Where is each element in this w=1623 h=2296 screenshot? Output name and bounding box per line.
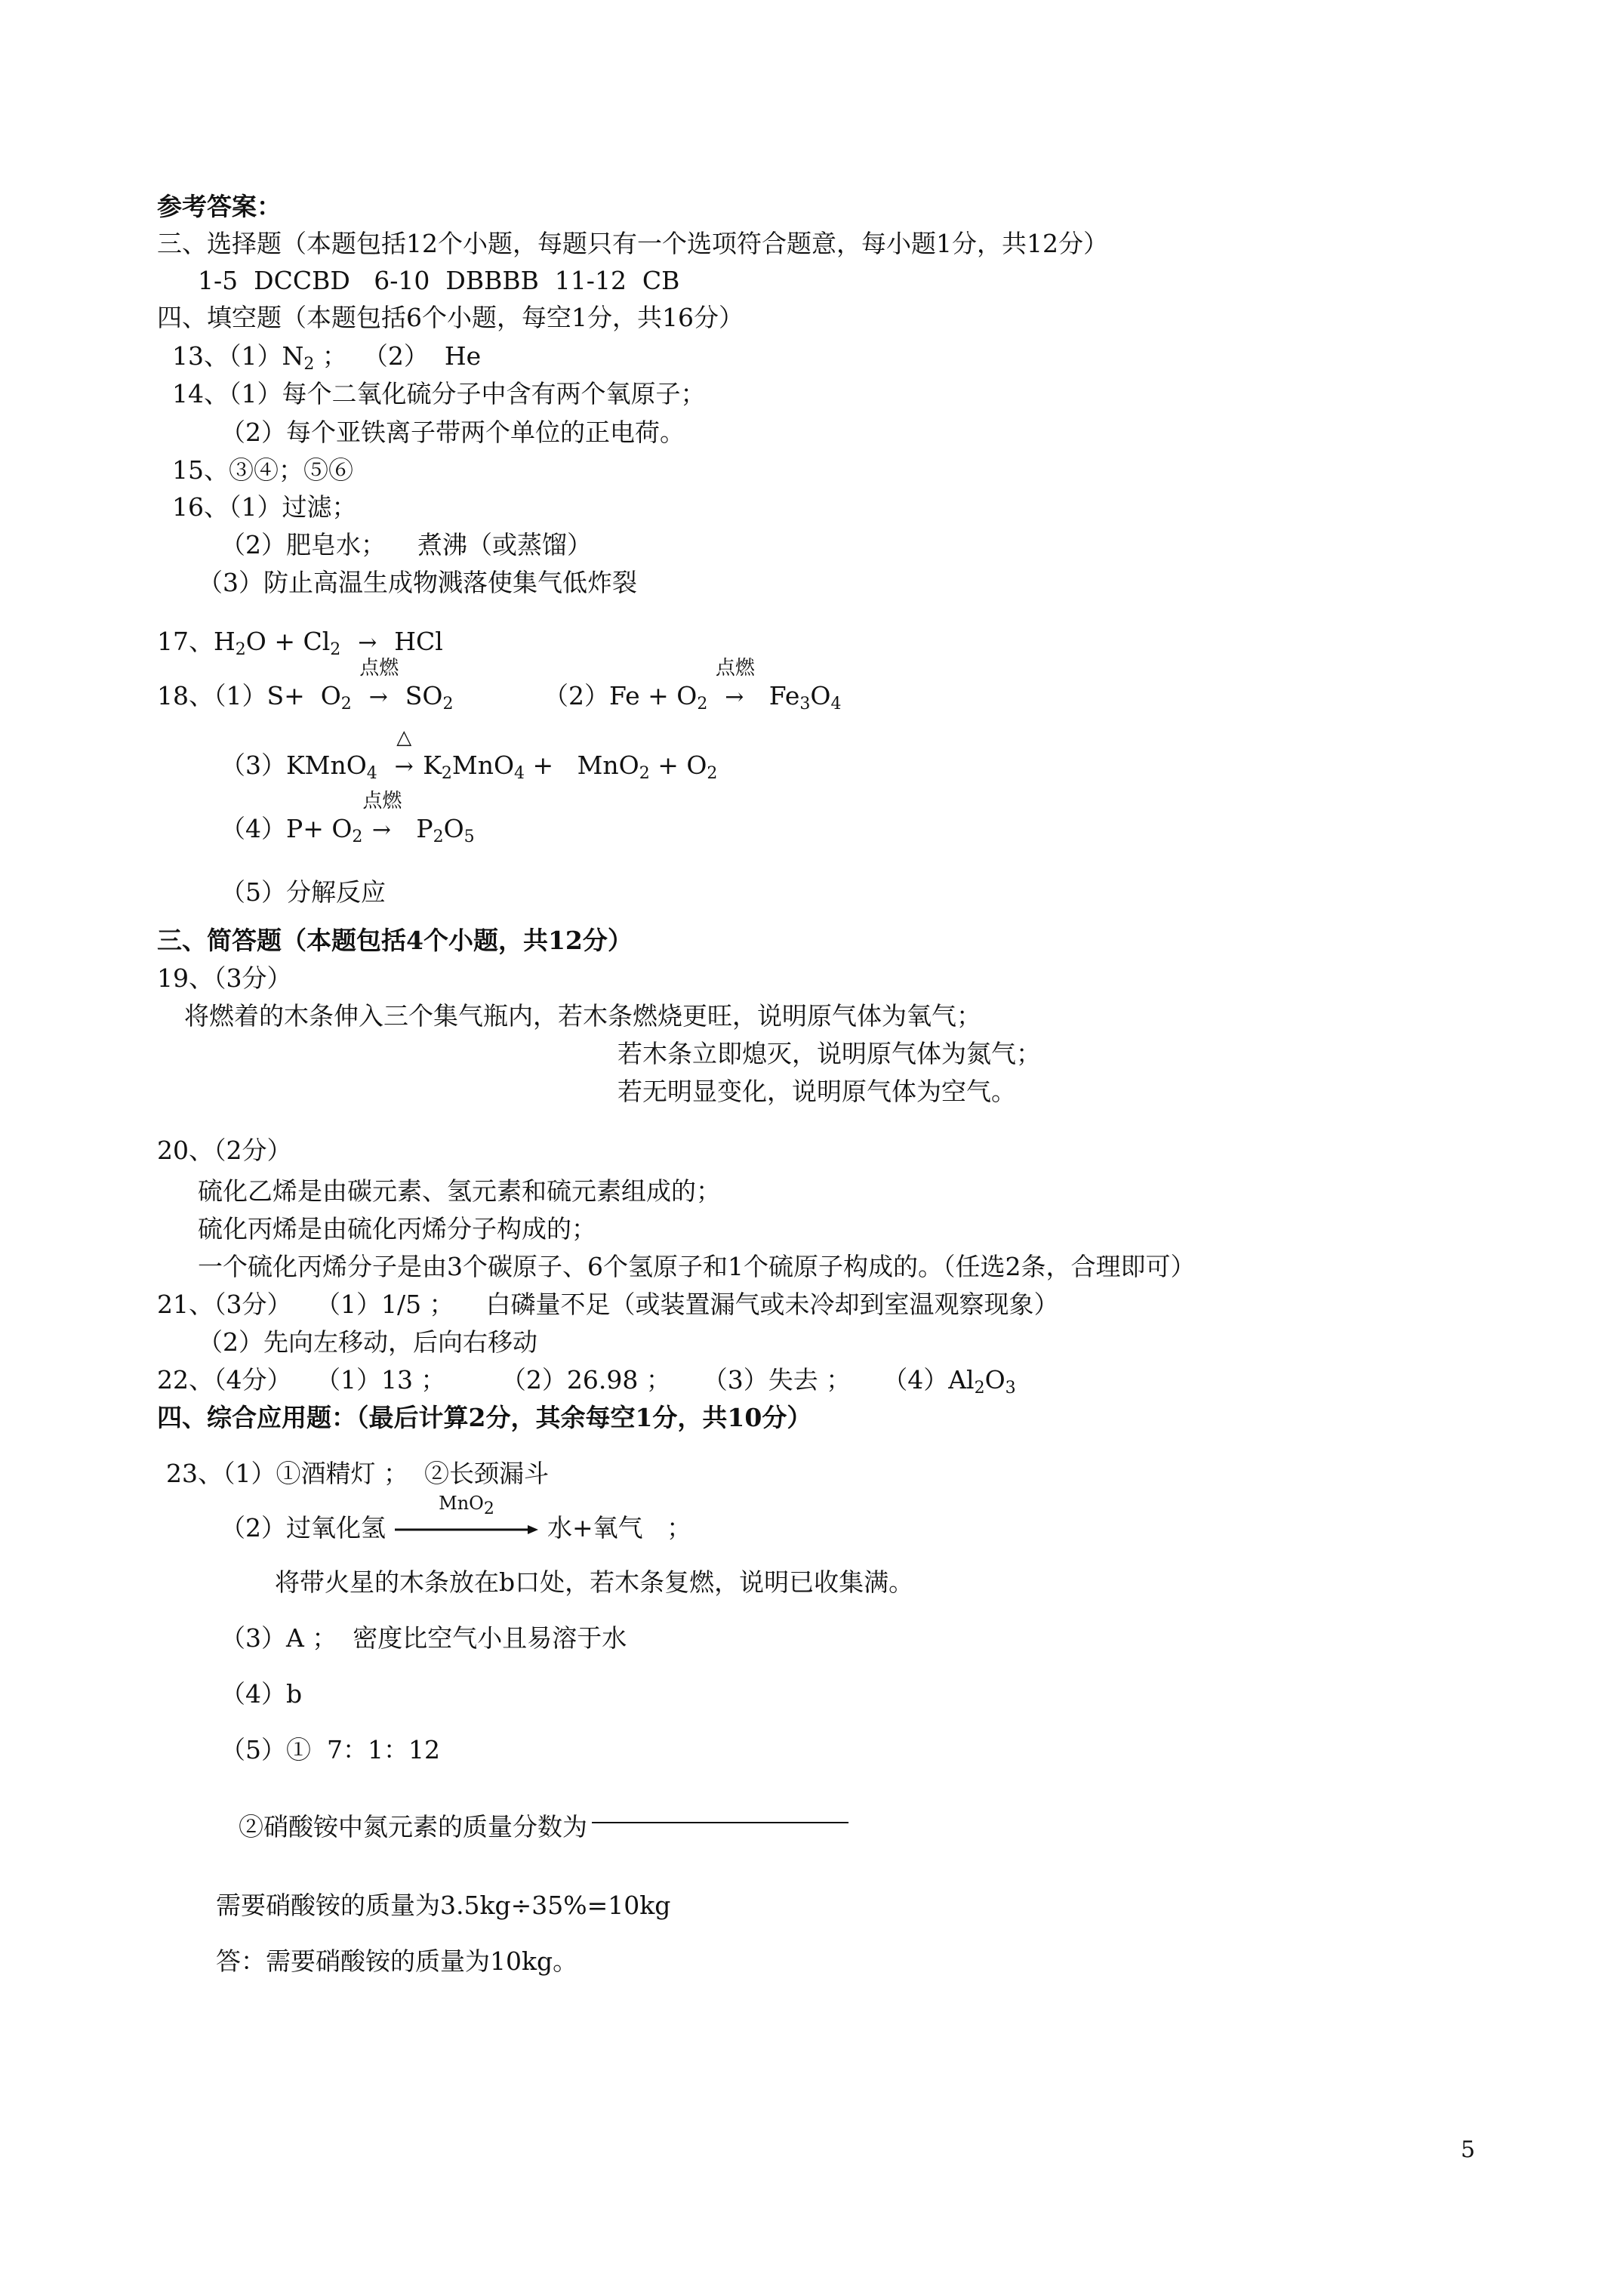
q18-equation-2: $(2)Fe + O_2$ 点燃 → $Fe_3O_4$ <box>544 657 842 713</box>
q20-line-2: 硫化丙烯是由硫化丙烯分子构成的； <box>198 1214 596 1244</box>
section-fill-heading: 四、填空题（本题包括6个小题，每空1分，共16分） <box>157 303 744 332</box>
q16-line-2: （2）肥皂水； 煮沸（或蒸馏） <box>220 530 592 559</box>
q23-line-8: 需要硝酸铵的质量为3.5kg÷35%=10kg <box>216 1891 671 1920</box>
q19-label: 19、（3分） <box>157 963 292 993</box>
page-number: 5 <box>1461 2137 1476 2163</box>
q23-line-9: 答：需要硝酸铵的质量为10kg。 <box>216 1946 578 1976</box>
q20-label: 20、（2分） <box>157 1136 292 1165</box>
q19-line-3: 若无明显变化，说明原气体为空气。 <box>617 1077 1016 1106</box>
q14-line-1: 14、（1）每个二氧化硫分子中含有两个氧原子； <box>172 379 706 408</box>
q23-line-1: 23、（1）①酒精灯 ； ②长颈漏斗 <box>166 1459 549 1488</box>
q16-line-1: 16、（1）过滤； <box>172 492 357 522</box>
section-comprehensive-heading: 四、综合应用题：（最后计算2分，其余每空1分，共10分） <box>157 1403 812 1432</box>
q23-line-7: ②硝酸铵中氮元素的质量分数为 <box>239 1812 848 1842</box>
q21-line-1: 21、（3分） （1）1/5 ； 白磷量不足（或装置漏气或未冷却到室温观察现象） <box>157 1290 1059 1319</box>
q18-equation-4: $(4)P+ O_2$ 点燃 → $P_2O_5$ <box>220 790 475 846</box>
q23-line-4: （3）A ； 密度比空气小且易溶于水 <box>220 1623 627 1653</box>
q18-line-5: （5）分解反应 <box>220 877 386 907</box>
q21-line-2: （2）先向左移动，后向右移动 <box>198 1327 537 1357</box>
q23-line-6: （5）① 7：1：12 <box>220 1735 440 1764</box>
q17-equation: 17、$H_2O + Cl_2$ → HCl <box>157 627 443 659</box>
q13-line: 13、$(1)N_2$ ； （2） He <box>172 341 482 374</box>
fraction-blank <box>592 1822 848 1823</box>
q15-line: 15、③④；⑤⑥ <box>172 455 353 485</box>
q18-equation-1: 18、$(1)S+ O_2$ 点燃 → $SO_2$ <box>157 657 454 713</box>
q22-line: 22、（4分） （1）13 ； （2）26.98 ； （3）失去 ； $(4)Al_2O_3$ <box>157 1365 1016 1398</box>
section-short-heading: 三、简答题（本题包括4个小题，共12分） <box>157 926 633 955</box>
q19-line-1: 将燃着的木条伸入三个集气瓶内，若木条燃烧更旺，说明原气体为氧气； <box>184 1001 981 1031</box>
q23-line-5: （4）b <box>220 1679 303 1709</box>
q20-line-3: 一个硫化丙烯分子是由3个碳原子、6个氢原子和1个硫原子构成的。（任选2条，合理即可） <box>198 1252 1196 1281</box>
q23-line-3: 将带火星的木条放在b口处，若木条复燃，说明已收集满。 <box>275 1567 914 1597</box>
q23-line-2: （2）过氧化氢 MnO$_2$ 水+氧气 ； <box>220 1513 691 1545</box>
q18-equation-3: （3）KMnO$_4$ △ → $K_2MnO_4 + MnO_2 + O_2$ <box>220 726 718 783</box>
section-choice-heading: 三、选择题（本题包括12个小题，每题只有一个选项符合题意，每小题1分，共12分） <box>157 229 1108 258</box>
mno2-arrow-icon: MnO$_2$ <box>395 1515 538 1545</box>
choice-answers: 1-5 DCCBD 6-10 DBBBB 11-12 CB <box>198 266 680 295</box>
answer-title: 参考答案： <box>157 192 282 221</box>
q19-line-2: 若木条立即熄灭，说明原气体为氮气； <box>617 1039 1041 1068</box>
q20-line-1: 硫化乙烯是由碳元素、氢元素和硫元素组成的； <box>198 1176 721 1206</box>
q16-line-3: （3）防止高温生成物溅落使集气低炸裂 <box>198 568 637 597</box>
q14-line-2: （2）每个亚铁离子带两个单位的正电荷。 <box>220 418 685 447</box>
